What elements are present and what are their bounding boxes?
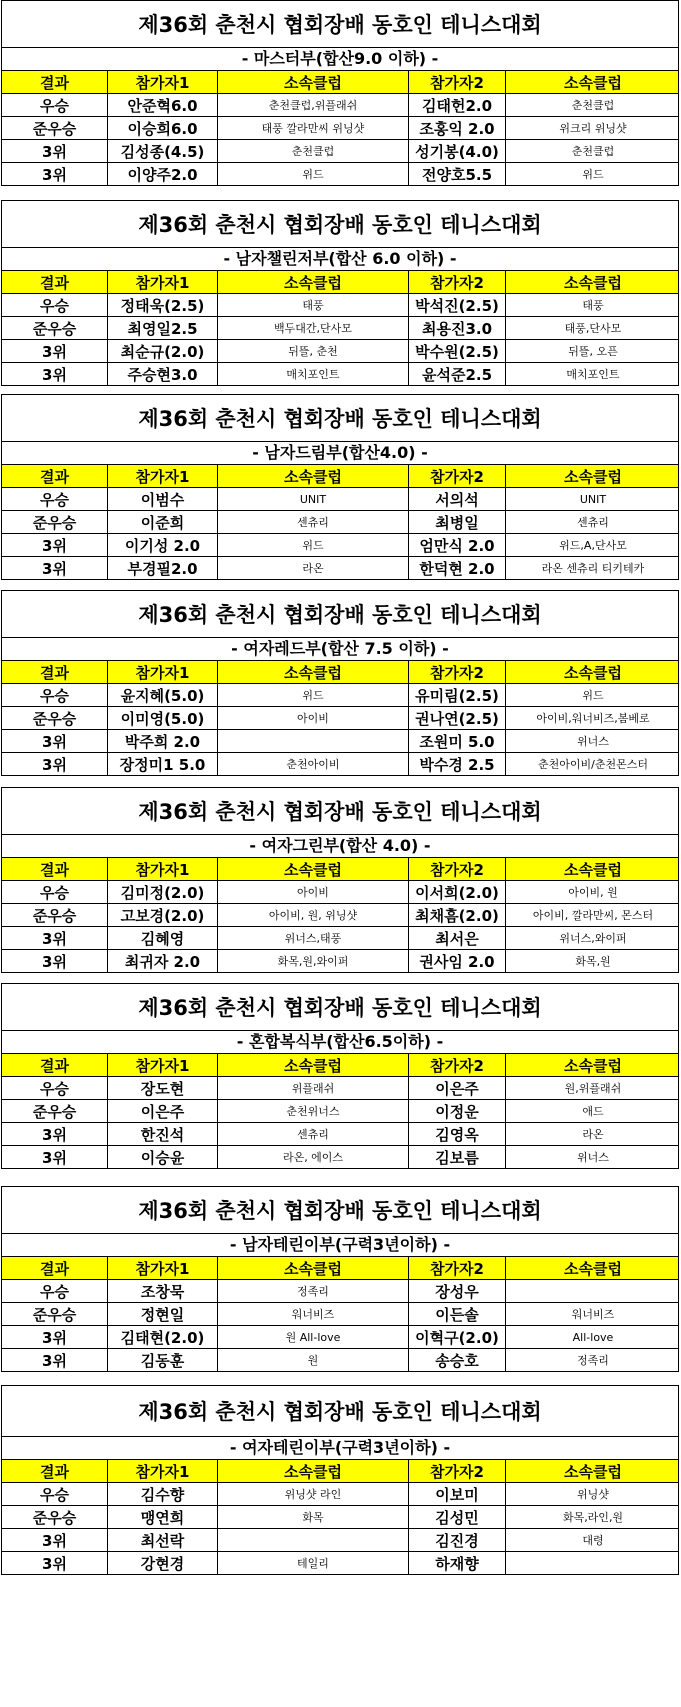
- table-row: [2, 1303, 678, 1326]
- division-name: - 여자그린부(합산 4.0) -: [2, 835, 678, 858]
- club2-cell: 춘천클럽: [571, 99, 615, 112]
- club1-cell: 라온: [218, 557, 409, 579]
- header-participant1: 참가자1: [108, 1257, 218, 1279]
- participant2-cell: 장성우: [409, 1280, 506, 1302]
- club1-cell: 테일리: [218, 1552, 409, 1574]
- participant1-cell: 김미정(2.0): [108, 881, 218, 903]
- division-block: [1, 1186, 679, 1372]
- header-participant2: 참가자2: [409, 1257, 506, 1279]
- participant2-cell: 이정운: [409, 1100, 506, 1122]
- header-club2: 소속클럽: [564, 467, 622, 486]
- club1-cell: 춘천클럽,위플래쉬: [218, 94, 409, 116]
- header-row: [2, 1257, 678, 1280]
- club1-cell: UNIT: [218, 488, 409, 510]
- table-row: [2, 534, 678, 557]
- club1-cell: 위닝샷 라인: [218, 1483, 409, 1505]
- club2-cell: 원,위플래쉬: [564, 1082, 622, 1095]
- club1-cell: 위드: [218, 534, 409, 556]
- tournament-title: 제36회 춘천시 협회장배 동호인 테니스대회: [2, 201, 678, 248]
- table-row: [2, 340, 678, 363]
- division-block: [1, 0, 679, 186]
- participant1-cell: 이미영(5.0): [108, 707, 218, 729]
- header-result: 결과: [2, 1460, 108, 1482]
- table-row: [2, 511, 678, 534]
- participant1-cell: 조창묵: [108, 1280, 218, 1302]
- club2-cell: 매치포인트: [566, 368, 620, 381]
- result-cell: 우승: [2, 881, 108, 903]
- result-cell: 3위: [2, 1146, 108, 1168]
- participant2-cell: 최병일: [409, 511, 506, 533]
- participant1-cell: 부경필2.0: [108, 557, 218, 579]
- result-cell: 우승: [2, 684, 108, 706]
- header-result: 결과: [2, 1257, 108, 1279]
- result-cell: 3위: [2, 753, 108, 775]
- header-club1: 소속클럽: [218, 1460, 409, 1482]
- club1-cell: 원: [218, 1349, 409, 1371]
- participant1-cell: 장정미1 5.0: [108, 753, 218, 775]
- participant1-cell: 김수향: [108, 1483, 218, 1505]
- header-club2: 소속클럽: [564, 273, 622, 292]
- header-club1: 소속클럽: [218, 661, 409, 683]
- tournament-title: 제36회 춘천시 협회장배 동호인 테니스대회: [2, 395, 678, 442]
- table-row: [2, 488, 678, 511]
- header-club2: 소속클럽: [564, 1259, 622, 1278]
- club2-cell: 아이비, 원: [568, 886, 618, 899]
- club2-cell: 춘천클럽: [571, 145, 615, 158]
- division-name: - 마스터부(합산9.0 이하) -: [2, 48, 678, 71]
- header-club1: 소속클럽: [218, 858, 409, 880]
- participant2-cell: 조원미 5.0: [409, 730, 506, 752]
- club1-cell: 아이비: [218, 881, 409, 903]
- table-row: [2, 1100, 678, 1123]
- participant2-cell: 박수경 2.5: [409, 753, 506, 775]
- participant2-cell: 최채흠(2.0): [409, 904, 506, 926]
- header-participant2: 참가자2: [409, 858, 506, 880]
- header-row: [2, 1460, 678, 1483]
- club1-cell: 위드: [218, 684, 409, 706]
- table-row: [2, 684, 678, 707]
- table-row: [2, 1349, 678, 1371]
- club1-cell: 센츄리: [218, 511, 409, 533]
- result-cell: 우승: [2, 1280, 108, 1302]
- table-row: [2, 140, 678, 163]
- club1-cell: 매치포인트: [218, 363, 409, 385]
- club1-cell: 위드: [218, 163, 409, 185]
- club2-cell: 위드: [582, 168, 604, 181]
- table-row: [2, 950, 678, 972]
- result-cell: 준우승: [2, 1100, 108, 1122]
- club2-cell: 위너스: [577, 735, 609, 748]
- table-row: [2, 1146, 678, 1168]
- participant2-cell: 성기봉(4.0): [409, 140, 506, 162]
- club2-cell: 센츄리: [577, 516, 609, 529]
- club1-cell: 센츄리: [218, 1123, 409, 1145]
- result-cell: 우승: [2, 294, 108, 316]
- participant1-cell: 이양주2.0: [108, 163, 218, 185]
- club2-cell: 위너스: [577, 1151, 609, 1164]
- tournament-title: 제36회 춘천시 협회장배 동호인 테니스대회: [2, 1, 678, 48]
- participant1-cell: 고보경(2.0): [108, 904, 218, 926]
- club2-cell: 위크리 위닝샷: [559, 122, 627, 135]
- participant1-cell: 박주희 2.0: [108, 730, 218, 752]
- header-club2: 소속클럽: [564, 1056, 622, 1075]
- participant2-cell: 김성민: [409, 1506, 506, 1528]
- table-row: [2, 557, 678, 579]
- club1-cell: 아이비, 원, 위닝샷: [218, 904, 409, 926]
- participant1-cell: 정현일: [108, 1303, 218, 1325]
- tournament-title: 제36회 춘천시 협회장배 동호인 테니스대회: [2, 788, 678, 835]
- participant2-cell: 이서희(2.0): [409, 881, 506, 903]
- participant2-cell: 이혁구(2.0): [409, 1326, 506, 1348]
- result-cell: 3위: [2, 1529, 108, 1551]
- participant1-cell: 이승윤: [108, 1146, 218, 1168]
- club2-cell: 라온: [582, 1128, 604, 1141]
- header-participant2: 참가자2: [409, 271, 506, 293]
- division-block: [1, 787, 679, 973]
- club1-cell: 뒤뜰, 춘천: [218, 340, 409, 362]
- participant1-cell: 이승희6.0: [108, 117, 218, 139]
- participant1-cell: 안준혁6.0: [108, 94, 218, 116]
- club1-cell: [218, 730, 409, 752]
- participant2-cell: 이든솔: [409, 1303, 506, 1325]
- participant1-cell: 김태현(2.0): [108, 1326, 218, 1348]
- participant1-cell: 이준희: [108, 511, 218, 533]
- result-cell: 우승: [2, 94, 108, 116]
- club2-cell: 춘천아이비/춘천몬스터: [538, 758, 648, 771]
- table-row: [2, 753, 678, 775]
- club2-cell: 위너스,와이퍼: [559, 932, 627, 945]
- club1-cell: 위플래쉬: [218, 1077, 409, 1099]
- result-cell: 준우승: [2, 1303, 108, 1325]
- result-cell: 준우승: [2, 117, 108, 139]
- header-participant2: 참가자2: [409, 1460, 506, 1482]
- club1-cell: 춘천아이비: [218, 753, 409, 775]
- result-cell: 3위: [2, 163, 108, 185]
- club1-cell: 원 All-love: [218, 1326, 409, 1348]
- division-block: [1, 590, 679, 776]
- division-name: - 남자드림부(합산4.0) -: [2, 442, 678, 465]
- table-row: [2, 294, 678, 317]
- tournament-title: 제36회 춘천시 협회장배 동호인 테니스대회: [2, 984, 678, 1031]
- participant2-cell: 최용진3.0: [409, 317, 506, 339]
- club1-cell: 아이비: [218, 707, 409, 729]
- header-result: 결과: [2, 1054, 108, 1076]
- participant1-cell: 윤지혜(5.0): [108, 684, 218, 706]
- header-row: [2, 661, 678, 684]
- division-name: - 남자챌린저부(합산 6.0 이하) -: [2, 248, 678, 271]
- table-row: [2, 1326, 678, 1349]
- participant2-cell: 김진경: [409, 1529, 506, 1551]
- header-row: [2, 465, 678, 488]
- club1-cell: 위너스,태풍: [218, 927, 409, 949]
- participant2-cell: 하재향: [409, 1552, 506, 1574]
- table-row: [2, 1280, 678, 1303]
- header-club1: 소속클럽: [218, 271, 409, 293]
- header-participant1: 참가자1: [108, 1054, 218, 1076]
- club2-cell: [506, 1552, 680, 1574]
- header-participant1: 참가자1: [108, 1460, 218, 1482]
- participant2-cell: 한덕현 2.0: [409, 557, 506, 579]
- division-block: [1, 983, 679, 1169]
- division-name: - 여자테린이부(구력3년이하) -: [2, 1437, 678, 1460]
- header-club1: 소속클럽: [218, 465, 409, 487]
- participant1-cell: 이범수: [108, 488, 218, 510]
- table-row: [2, 1529, 678, 1552]
- result-cell: 준우승: [2, 317, 108, 339]
- club2-cell: 위닝샷: [577, 1488, 609, 1501]
- participant1-cell: 김성종(4.5): [108, 140, 218, 162]
- result-cell: 3위: [2, 1123, 108, 1145]
- table-row: [2, 881, 678, 904]
- participant2-cell: 이은주: [409, 1077, 506, 1099]
- participant2-cell: 김영옥: [409, 1123, 506, 1145]
- participant2-cell: 윤석준2.5: [409, 363, 506, 385]
- division-block: [1, 1385, 679, 1575]
- header-result: 결과: [2, 858, 108, 880]
- header-club1: 소속클럽: [218, 1054, 409, 1076]
- participant1-cell: 주승현3.0: [108, 363, 218, 385]
- header-participant2: 참가자2: [409, 465, 506, 487]
- result-cell: 3위: [2, 1349, 108, 1371]
- table-row: [2, 1483, 678, 1506]
- participant2-cell: 송승호: [409, 1349, 506, 1371]
- result-cell: 3위: [2, 950, 108, 972]
- header-result: 결과: [2, 661, 108, 683]
- club1-cell: 정족리: [218, 1280, 409, 1302]
- table-row: [2, 1123, 678, 1146]
- header-club2: 소속클럽: [564, 860, 622, 879]
- club2-cell: 태풍: [582, 299, 604, 312]
- club2-cell: 화목,라인,원: [562, 1511, 624, 1524]
- table-row: [2, 363, 678, 385]
- club1-cell: 백두대간,단사모: [218, 317, 409, 339]
- result-cell: 우승: [2, 488, 108, 510]
- result-cell: 3위: [2, 534, 108, 556]
- table-row: [2, 117, 678, 140]
- result-cell: 우승: [2, 1077, 108, 1099]
- club2-cell: 워너비즈: [571, 1308, 615, 1321]
- club2-cell: 위드: [582, 689, 604, 702]
- tournament-title: 제36회 춘천시 협회장배 동호인 테니스대회: [2, 1187, 678, 1234]
- club2-cell: 화목,원: [575, 955, 611, 968]
- header-participant1: 참가자1: [108, 858, 218, 880]
- division-block: [1, 394, 679, 580]
- header-participant2: 참가자2: [409, 661, 506, 683]
- club2-cell: 위드,A,단사모: [559, 539, 627, 552]
- header-club2: 소속클럽: [564, 1462, 622, 1481]
- participant1-cell: 김혜영: [108, 927, 218, 949]
- header-participant2: 참가자2: [409, 1054, 506, 1076]
- result-cell: 3위: [2, 140, 108, 162]
- participant2-cell: 전양호5.5: [409, 163, 506, 185]
- header-participant1: 참가자1: [108, 661, 218, 683]
- header-row: [2, 858, 678, 881]
- header-club2: 소속클럽: [564, 663, 622, 682]
- club1-cell: 태풍 깔라만씨 위닝샷: [218, 117, 409, 139]
- club2-cell: 정족리: [577, 1354, 609, 1367]
- result-cell: 3위: [2, 1326, 108, 1348]
- table-row: [2, 163, 678, 185]
- club2-cell: 라온 센츄리 티키테카: [541, 562, 645, 575]
- table-row: [2, 927, 678, 950]
- participant2-cell: 박석진(2.5): [409, 294, 506, 316]
- table-row: [2, 730, 678, 753]
- tournament-title: 제36회 춘천시 협회장배 동호인 테니스대회: [2, 1386, 678, 1437]
- club2-cell: 대령: [582, 1534, 604, 1547]
- participant1-cell: 최영일2.5: [108, 317, 218, 339]
- participant1-cell: 최귀자 2.0: [108, 950, 218, 972]
- club1-cell: [218, 1529, 409, 1551]
- participant1-cell: 최순규(2.0): [108, 340, 218, 362]
- result-cell: 3위: [2, 557, 108, 579]
- club1-cell: 춘천위너스: [218, 1100, 409, 1122]
- result-cell: 3위: [2, 1552, 108, 1574]
- header-participant1: 참가자1: [108, 71, 218, 93]
- header-result: 결과: [2, 465, 108, 487]
- header-row: [2, 1054, 678, 1077]
- participant1-cell: 최선락: [108, 1529, 218, 1551]
- header-result: 결과: [2, 71, 108, 93]
- header-club1: 소속클럽: [218, 71, 409, 93]
- club2-cell: 아이비,워너비즈,봄베로: [536, 712, 650, 725]
- participant2-cell: 엄만식 2.0: [409, 534, 506, 556]
- participant2-cell: 김보름: [409, 1146, 506, 1168]
- participant2-cell: 최서은: [409, 927, 506, 949]
- result-cell: 우승: [2, 1483, 108, 1505]
- club2-cell: UNIT: [579, 492, 607, 506]
- result-cell: 3위: [2, 340, 108, 362]
- participant2-cell: 이보미: [409, 1483, 506, 1505]
- club1-cell: 라온, 에이스: [218, 1146, 409, 1168]
- participant2-cell: 서의석: [409, 488, 506, 510]
- participant2-cell: 유미림(2.5): [409, 684, 506, 706]
- result-cell: 준우승: [2, 1506, 108, 1528]
- participant2-cell: 권사임 2.0: [409, 950, 506, 972]
- club2-cell: [506, 1280, 680, 1302]
- club1-cell: 태풍: [218, 294, 409, 316]
- participant1-cell: 맹연희: [108, 1506, 218, 1528]
- result-cell: 3위: [2, 363, 108, 385]
- participant1-cell: 장도현: [108, 1077, 218, 1099]
- result-cell: 준우승: [2, 511, 108, 533]
- header-participant1: 참가자1: [108, 271, 218, 293]
- division-name: - 여자레드부(합산 7.5 이하) -: [2, 638, 678, 661]
- club2-cell: 애드: [582, 1105, 604, 1118]
- club2-cell: 태풍,단사모: [564, 322, 622, 335]
- header-result: 결과: [2, 271, 108, 293]
- header-participant2: 참가자2: [409, 71, 506, 93]
- table-row: [2, 94, 678, 117]
- division-name: - 혼합복식부(합산6.5이하) -: [2, 1031, 678, 1054]
- club2-cell: All-love: [572, 1330, 614, 1344]
- table-row: [2, 1077, 678, 1100]
- club1-cell: 화목: [218, 1506, 409, 1528]
- header-participant1: 참가자1: [108, 465, 218, 487]
- result-cell: 3위: [2, 927, 108, 949]
- participant1-cell: 강현경: [108, 1552, 218, 1574]
- club2-cell: 뒤뜰, 오픈: [568, 345, 618, 358]
- participant2-cell: 권나연(2.5): [409, 707, 506, 729]
- table-row: [2, 904, 678, 927]
- club1-cell: 워너비즈: [218, 1303, 409, 1325]
- tournament-title: 제36회 춘천시 협회장배 동호인 테니스대회: [2, 591, 678, 638]
- participant1-cell: 정태욱(2.5): [108, 294, 218, 316]
- participant1-cell: 김동훈: [108, 1349, 218, 1371]
- header-row: [2, 271, 678, 294]
- participant1-cell: 이기성 2.0: [108, 534, 218, 556]
- table-row: [2, 1506, 678, 1529]
- header-row: [2, 71, 678, 94]
- division-name: - 남자테린이부(구력3년이하) -: [2, 1234, 678, 1257]
- result-cell: 준우승: [2, 707, 108, 729]
- division-block: [1, 200, 679, 386]
- table-row: [2, 317, 678, 340]
- participant1-cell: 이은주: [108, 1100, 218, 1122]
- result-cell: 준우승: [2, 904, 108, 926]
- table-row: [2, 707, 678, 730]
- club1-cell: 춘천클럽: [218, 140, 409, 162]
- participant2-cell: 조홍익 2.0: [409, 117, 506, 139]
- participant2-cell: 김태헌2.0: [409, 94, 506, 116]
- participant2-cell: 박수원(2.5): [409, 340, 506, 362]
- table-row: [2, 1552, 678, 1574]
- participant1-cell: 한진석: [108, 1123, 218, 1145]
- club2-cell: 아이비, 깔라만씨, 몬스터: [532, 909, 654, 922]
- club1-cell: 화목,원,와이퍼: [218, 950, 409, 972]
- header-club2: 소속클럽: [564, 73, 622, 92]
- header-club1: 소속클럽: [218, 1257, 409, 1279]
- result-cell: 3위: [2, 730, 108, 752]
